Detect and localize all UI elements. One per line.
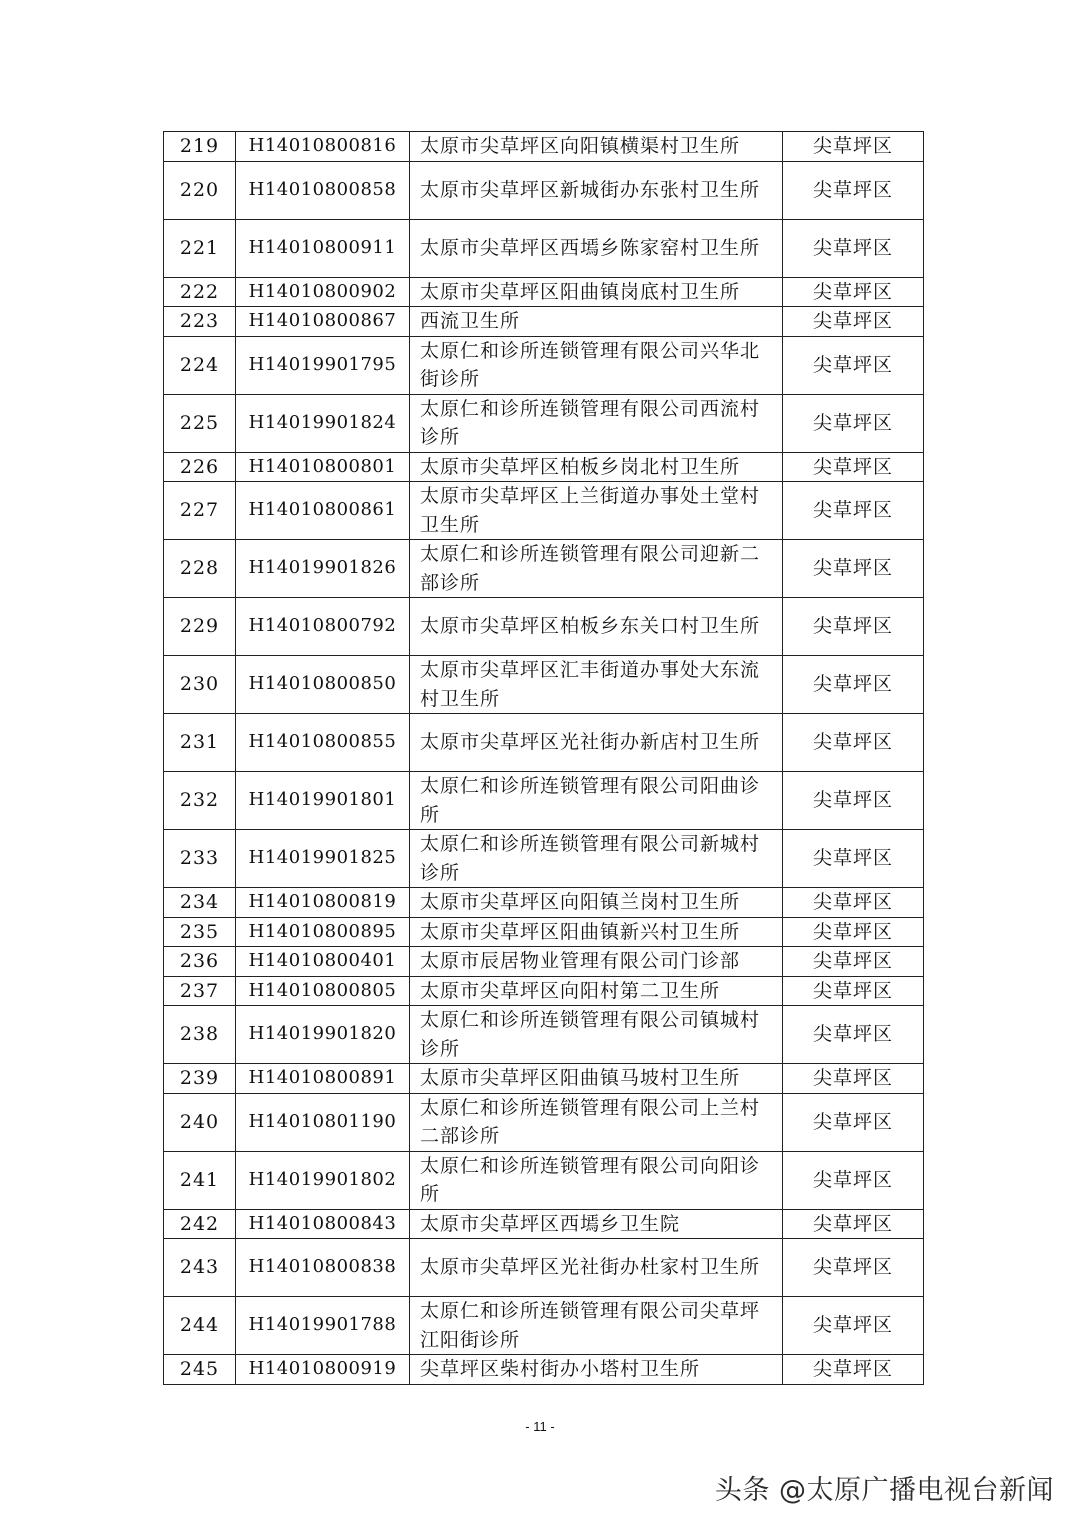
district-name: 尖草坪区 [783, 656, 924, 714]
table-row [164, 307, 924, 337]
institution-code: H14019901801 [236, 772, 410, 830]
table-row [164, 1064, 924, 1094]
table-row [164, 1355, 924, 1385]
district-name: 尖草坪区 [783, 482, 924, 540]
table-row [164, 714, 924, 772]
district-name: 尖草坪区 [783, 132, 924, 162]
district-name: 尖草坪区 [783, 161, 924, 219]
district-name: 尖草坪区 [783, 1006, 924, 1064]
institution-name: 太原市尖草坪区汇丰街道办事处大东流村卫生所 [410, 656, 783, 714]
institution-code: H14010800902 [236, 277, 410, 307]
page-number: - 11 - [525, 1419, 555, 1434]
institution-table [163, 131, 924, 1385]
institution-code: H14019901802 [236, 1151, 410, 1209]
institution-code: H14010800858 [236, 161, 410, 219]
source-watermark: 头条 @太原广播电视台新闻 [714, 1475, 1054, 1506]
table-row [164, 277, 924, 307]
institution-name: 太原市尖草坪区柏板乡东关口村卫生所 [410, 598, 783, 656]
district-name: 尖草坪区 [783, 772, 924, 830]
row-number: 235 [164, 917, 236, 947]
district-name: 尖草坪区 [783, 947, 924, 977]
row-number: 221 [164, 219, 236, 277]
row-number: 222 [164, 277, 236, 307]
row-number: 228 [164, 540, 236, 598]
table-body [164, 132, 924, 1385]
institution-code: H14010800855 [236, 714, 410, 772]
table-row [164, 1151, 924, 1209]
institution-code: H14019901788 [236, 1297, 410, 1355]
row-number: 233 [164, 830, 236, 888]
row-number: 225 [164, 394, 236, 452]
row-number: 224 [164, 336, 236, 394]
institution-code: H14019901825 [236, 830, 410, 888]
institution-name: 太原仁和诊所连锁管理有限公司新城村诊所 [410, 830, 783, 888]
row-number: 244 [164, 1297, 236, 1355]
row-number: 219 [164, 132, 236, 162]
institution-name: 太原仁和诊所连锁管理有限公司迎新二部诊所 [410, 540, 783, 598]
institution-code: H14019901824 [236, 394, 410, 452]
institution-code: H14010800843 [236, 1209, 410, 1239]
row-number: 223 [164, 307, 236, 337]
institution-name: 尖草坪区柴村街办小塔村卫生所 [410, 1355, 783, 1385]
row-number: 242 [164, 1209, 236, 1239]
table-row [164, 888, 924, 918]
institution-name: 太原仁和诊所连锁管理有限公司上兰村二部诊所 [410, 1093, 783, 1151]
district-name: 尖草坪区 [783, 1355, 924, 1385]
institution-code: H14010800816 [236, 132, 410, 162]
institution-code: H14010800895 [236, 917, 410, 947]
table-row [164, 656, 924, 714]
district-name: 尖草坪区 [783, 336, 924, 394]
institution-name: 太原市尖草坪区柏板乡岗北村卫生所 [410, 452, 783, 482]
table-row [164, 1093, 924, 1151]
table-row [164, 917, 924, 947]
row-number: 229 [164, 598, 236, 656]
row-number: 232 [164, 772, 236, 830]
row-number: 220 [164, 161, 236, 219]
institution-name: 太原仁和诊所连锁管理有限公司西流村诊所 [410, 394, 783, 452]
institution-code: H14010800801 [236, 452, 410, 482]
institution-name: 太原市尖草坪区阳曲镇岗底村卫生所 [410, 277, 783, 307]
table-row [164, 598, 924, 656]
district-name: 尖草坪区 [783, 277, 924, 307]
institution-code: H14010800861 [236, 482, 410, 540]
district-name: 尖草坪区 [783, 307, 924, 337]
institution-code: H14019901795 [236, 336, 410, 394]
district-name: 尖草坪区 [783, 976, 924, 1006]
row-number: 236 [164, 947, 236, 977]
row-number: 230 [164, 656, 236, 714]
district-name: 尖草坪区 [783, 1239, 924, 1297]
institution-code: H14010800792 [236, 598, 410, 656]
row-number: 243 [164, 1239, 236, 1297]
institution-code: H14010801190 [236, 1093, 410, 1151]
district-name: 尖草坪区 [783, 1093, 924, 1151]
district-name: 尖草坪区 [783, 452, 924, 482]
table-row [164, 452, 924, 482]
row-number: 240 [164, 1093, 236, 1151]
institution-name: 太原市辰居物业管理有限公司门诊部 [410, 947, 783, 977]
institution-name: 太原市尖草坪区阳曲镇新兴村卫生所 [410, 917, 783, 947]
table-row [164, 394, 924, 452]
institution-name: 太原仁和诊所连锁管理有限公司兴华北街诊所 [410, 336, 783, 394]
table-row [164, 830, 924, 888]
table-row [164, 772, 924, 830]
row-number: 245 [164, 1355, 236, 1385]
district-name: 尖草坪区 [783, 598, 924, 656]
table-row [164, 336, 924, 394]
institution-name: 太原市尖草坪区光社街办杜家村卫生所 [410, 1239, 783, 1297]
institution-name: 太原市尖草坪区阳曲镇马坡村卫生所 [410, 1064, 783, 1094]
institution-name: 太原仁和诊所连锁管理有限公司向阳诊所 [410, 1151, 783, 1209]
institution-code: H14010800867 [236, 307, 410, 337]
table-row [164, 1006, 924, 1064]
institution-name: 太原市尖草坪区向阳村第二卫生所 [410, 976, 783, 1006]
district-name: 尖草坪区 [783, 1297, 924, 1355]
district-name: 尖草坪区 [783, 1064, 924, 1094]
table-row [164, 482, 924, 540]
institution-name: 西流卫生所 [410, 307, 783, 337]
institution-code: H14010800838 [236, 1239, 410, 1297]
district-name: 尖草坪区 [783, 540, 924, 598]
row-number: 238 [164, 1006, 236, 1064]
table-row [164, 976, 924, 1006]
institution-name: 太原市尖草坪区向阳镇兰岗村卫生所 [410, 888, 783, 918]
table-row [164, 161, 924, 219]
table-row [164, 540, 924, 598]
row-number: 226 [164, 452, 236, 482]
table-row [164, 1209, 924, 1239]
table-row [164, 219, 924, 277]
institution-code: H14010800911 [236, 219, 410, 277]
row-number: 239 [164, 1064, 236, 1094]
institution-name: 太原市尖草坪区上兰街道办事处土堂村卫生所 [410, 482, 783, 540]
row-number: 227 [164, 482, 236, 540]
table-row [164, 132, 924, 162]
table-row [164, 1239, 924, 1297]
district-name: 尖草坪区 [783, 888, 924, 918]
institution-name: 太原市尖草坪区西墕乡陈家窑村卫生所 [410, 219, 783, 277]
row-number: 234 [164, 888, 236, 918]
institution-name: 太原市尖草坪区向阳镇横渠村卫生所 [410, 132, 783, 162]
institution-name: 太原市尖草坪区光社街办新店村卫生所 [410, 714, 783, 772]
institution-code: H14010800401 [236, 947, 410, 977]
institution-code: H14010800891 [236, 1064, 410, 1094]
district-name: 尖草坪区 [783, 1209, 924, 1239]
row-number: 241 [164, 1151, 236, 1209]
table-row [164, 947, 924, 977]
table-row [164, 1297, 924, 1355]
institution-code: H14010800850 [236, 656, 410, 714]
district-name: 尖草坪区 [783, 830, 924, 888]
district-name: 尖草坪区 [783, 714, 924, 772]
institution-code: H14010800819 [236, 888, 410, 918]
district-name: 尖草坪区 [783, 219, 924, 277]
institution-name: 太原仁和诊所连锁管理有限公司尖草坪江阳街诊所 [410, 1297, 783, 1355]
row-number: 231 [164, 714, 236, 772]
district-name: 尖草坪区 [783, 1151, 924, 1209]
institution-code: H14019901826 [236, 540, 410, 598]
institution-name: 太原市尖草坪区西墕乡卫生院 [410, 1209, 783, 1239]
district-name: 尖草坪区 [783, 917, 924, 947]
institution-code: H14010800805 [236, 976, 410, 1006]
institution-code: H14010800919 [236, 1355, 410, 1385]
institution-code: H14019901820 [236, 1006, 410, 1064]
institution-name: 太原仁和诊所连锁管理有限公司镇城村诊所 [410, 1006, 783, 1064]
district-name: 尖草坪区 [783, 394, 924, 452]
institution-name: 太原仁和诊所连锁管理有限公司阳曲诊所 [410, 772, 783, 830]
institution-name: 太原市尖草坪区新城街办东张村卫生所 [410, 161, 783, 219]
row-number: 237 [164, 976, 236, 1006]
